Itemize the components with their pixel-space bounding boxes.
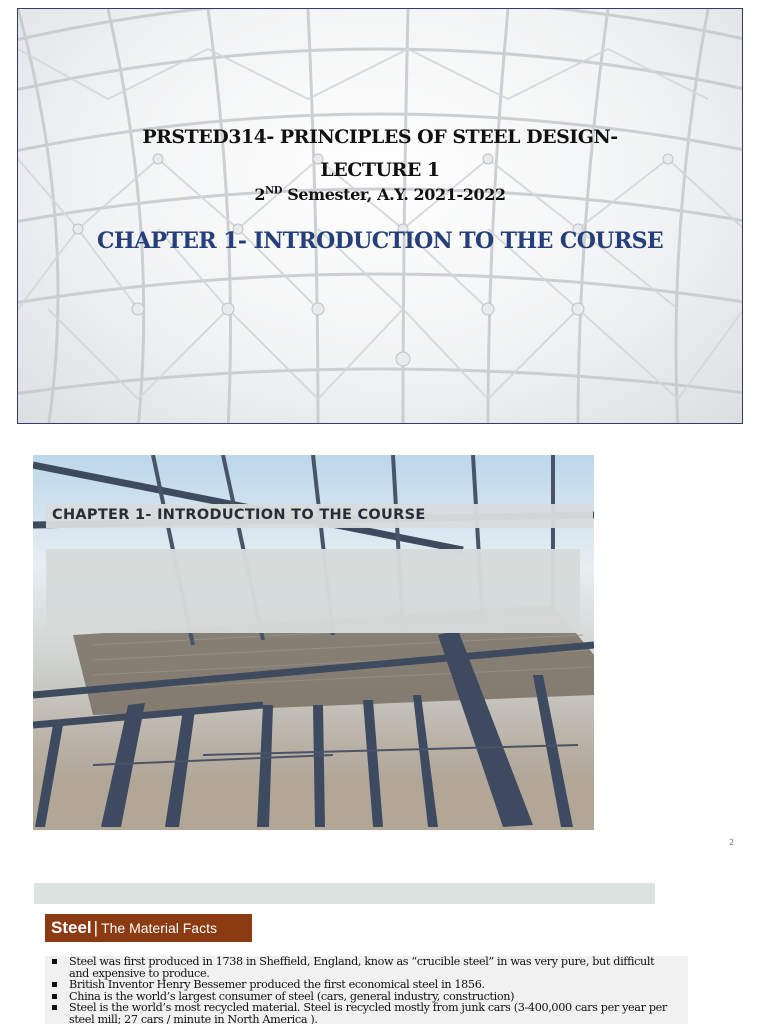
section-heading	[45, 914, 252, 942]
list-item-text: Steel is the world’s most recycled material. Steel is recycled mostly from junk cars (3-400,000 cars per year per	[69, 1001, 667, 1014]
lecture-label: LECTURE 1	[320, 159, 440, 181]
list-item-text: Steel was first produced in 1738 in Sheffield, England, know as “crucible steel” in was very pure, but difficult	[69, 956, 655, 968]
heading-subtitle: The Material Facts	[101, 920, 217, 936]
dome-lattice-background	[18, 9, 743, 424]
chapter-slide	[33, 455, 594, 830]
semester-number: 2	[254, 185, 266, 204]
page-number: 2	[729, 838, 735, 847]
header-band	[34, 883, 655, 904]
list-item	[69, 1002, 688, 1024]
list-item-text: British Inventor Henry Bessemer produced the first economical steel in 1856.	[69, 978, 485, 991]
semester-label	[18, 185, 742, 204]
bullet-square-icon	[52, 959, 57, 964]
bullet-square-icon	[52, 982, 57, 987]
list-item-text-cont: steel mill; 27 cars / minute in North America ).	[69, 1012, 318, 1024]
list-item-text-cont: and expensive to produce.	[69, 966, 210, 980]
semester-ordinal: ND	[265, 185, 283, 197]
facts-panel	[45, 956, 688, 1024]
semester-text: Semester, A.Y. 2021-2022	[282, 185, 506, 204]
chapter-title-bar	[46, 504, 593, 528]
list-item	[69, 956, 688, 979]
heading-steel: Steel	[51, 918, 92, 937]
chapter-title: CHAPTER 1- INTRODUCTION TO THE COURSE	[52, 507, 426, 523]
content-placeholder-box	[46, 549, 580, 633]
bullet-square-icon	[52, 994, 57, 999]
course-title: PRSTED314- PRINCIPLES OF STEEL DESIGN-	[142, 126, 618, 148]
chapter-title: CHAPTER 1- INTRODUCTION TO THE COURSE	[96, 228, 664, 254]
list-item-text: China is the world’s largest consumer of steel (cars, general industry, construction)	[69, 989, 515, 1003]
facts-list	[45, 956, 688, 1024]
title-slide	[17, 8, 743, 424]
bullet-square-icon	[52, 1005, 57, 1010]
heading-separator: |	[93, 918, 99, 937]
